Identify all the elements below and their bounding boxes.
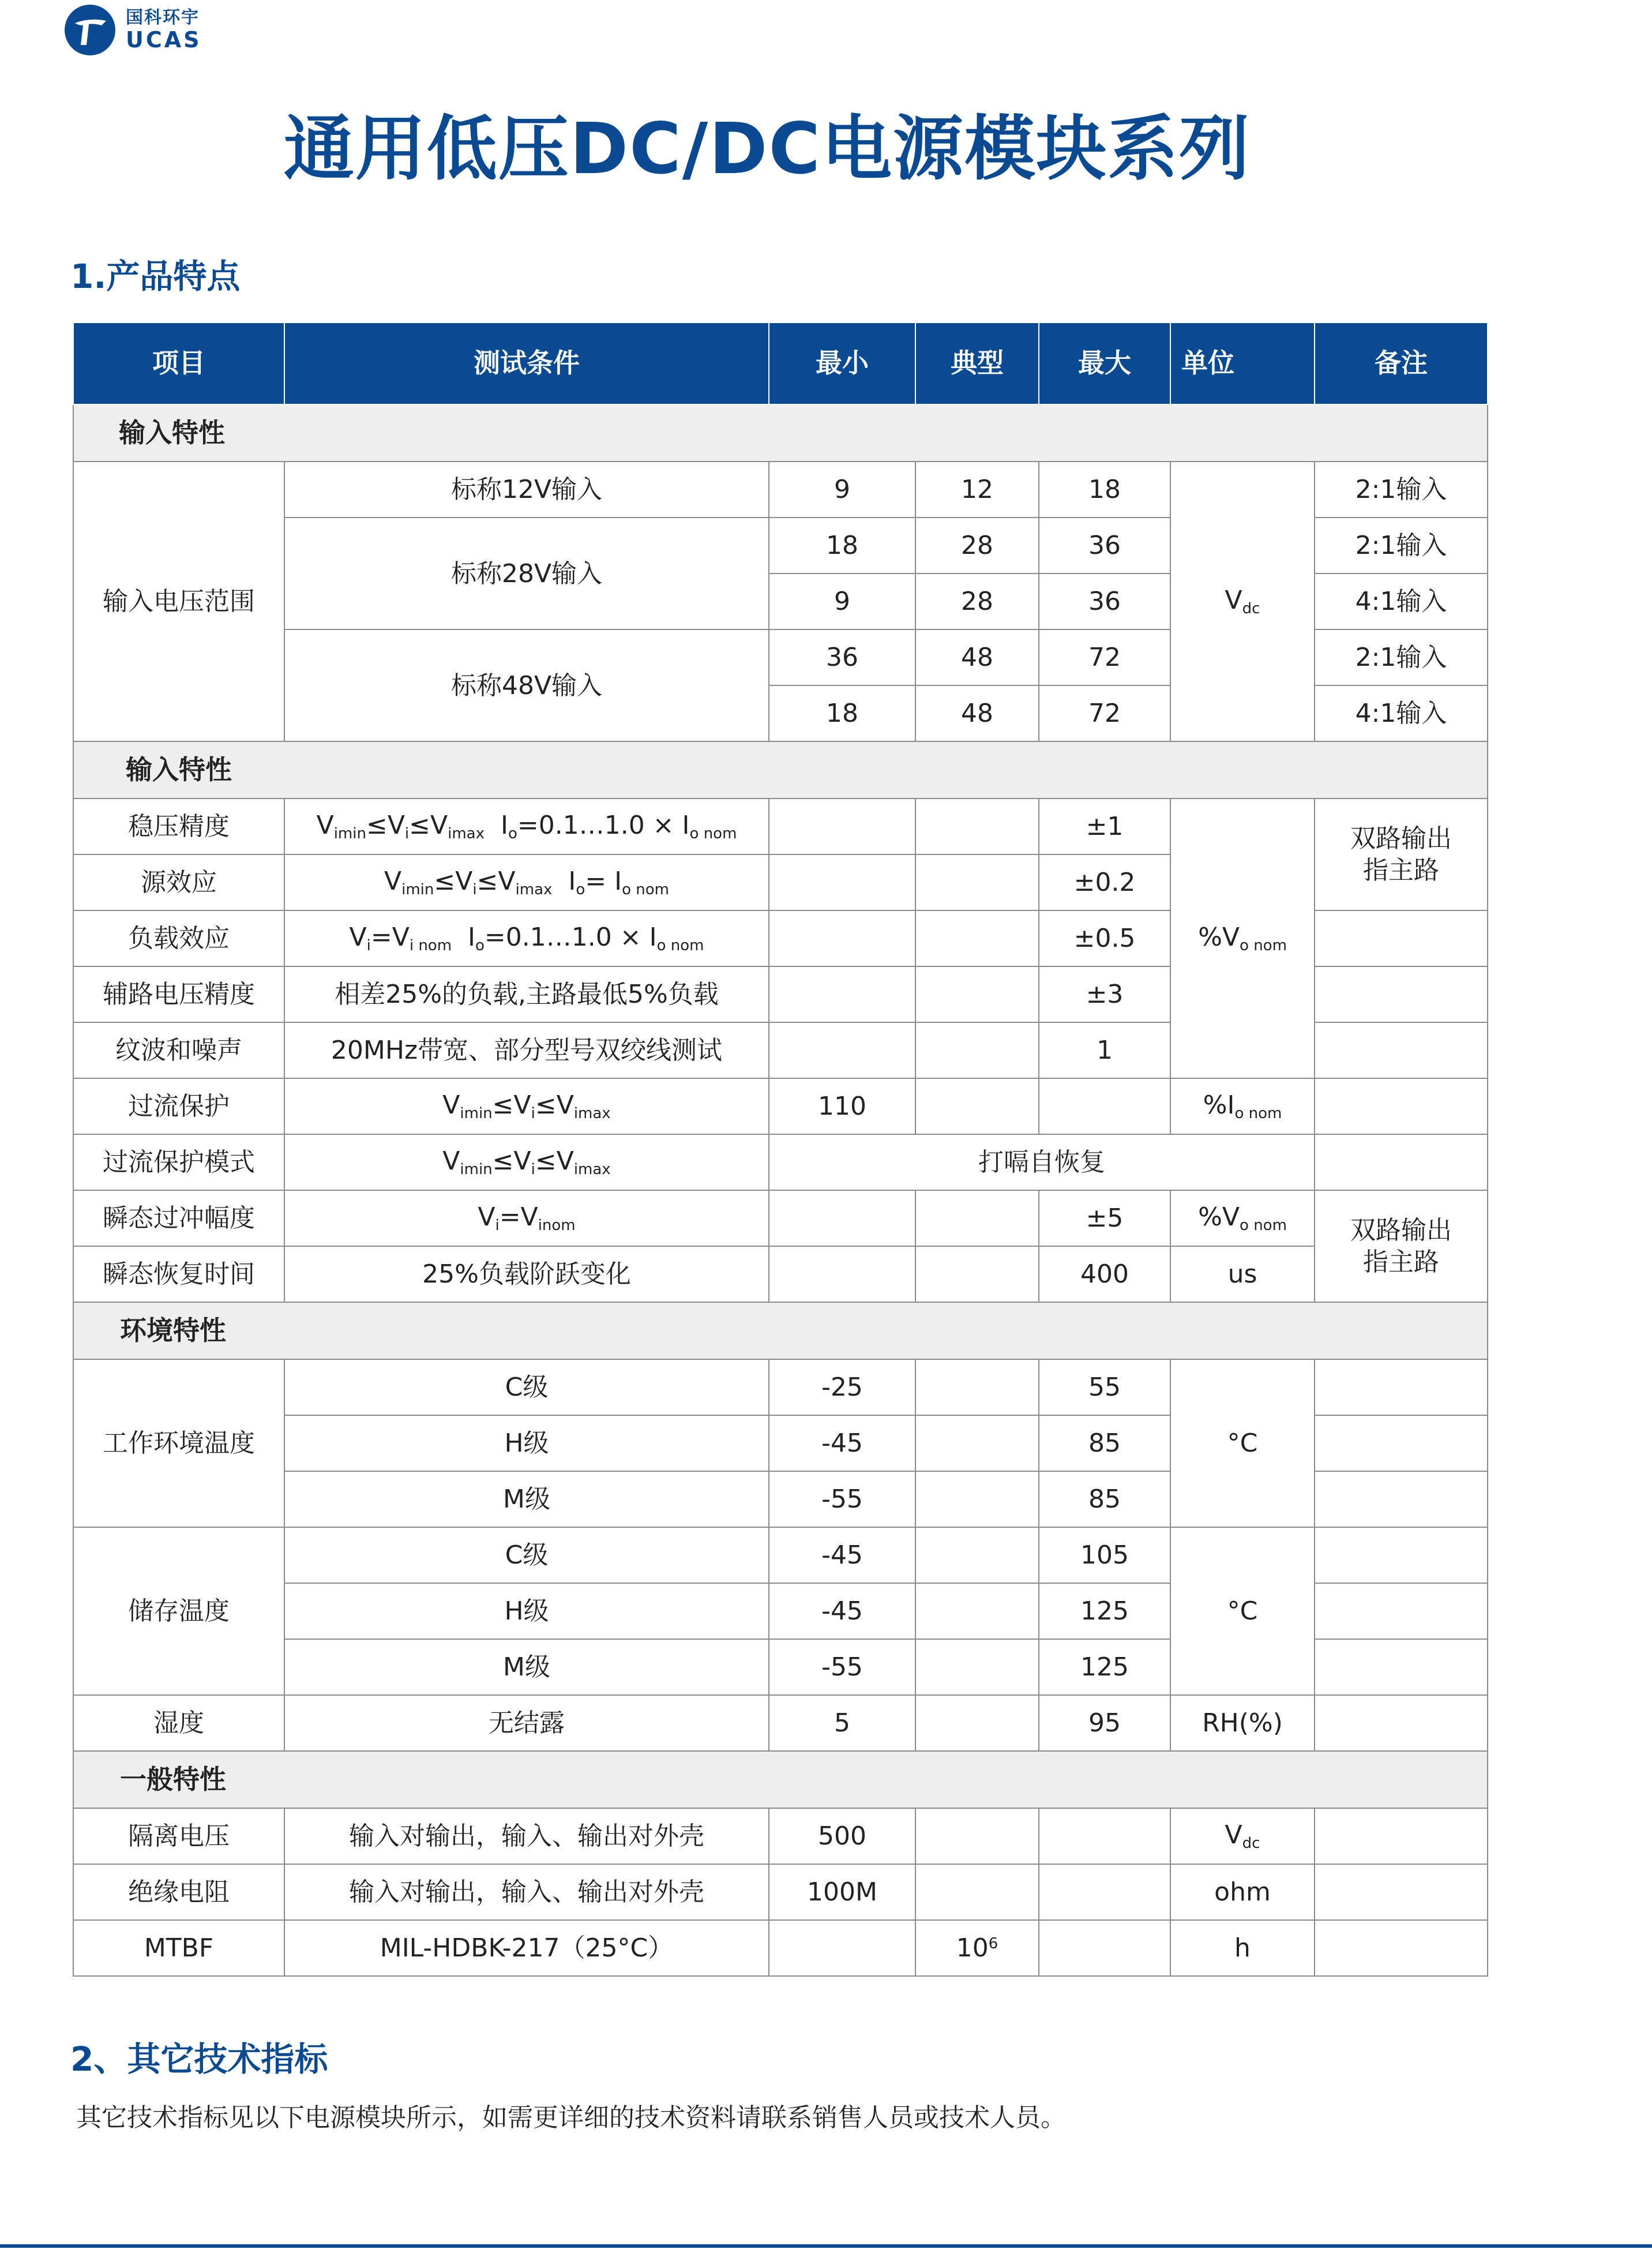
cell-min: 110 xyxy=(769,1078,915,1134)
cell-typ xyxy=(915,1527,1039,1583)
cell-note: 2:1输入 xyxy=(1315,462,1488,518)
cell-unit: h xyxy=(1170,1920,1315,1976)
cell-max: 85 xyxy=(1039,1471,1170,1527)
cell-unit: $\%I_{o nom}$ xyxy=(1170,1078,1315,1134)
cell-condition: 相差25%的负载,主路最低5%负载 xyxy=(284,966,769,1022)
cell-min: -55 xyxy=(769,1639,915,1695)
cell-condition: $V_i=V_{inom}$ xyxy=(284,1190,769,1246)
cell-min xyxy=(769,910,915,966)
cell-max: 125 xyxy=(1039,1639,1170,1695)
cell-typ xyxy=(915,1583,1039,1639)
cell-note xyxy=(1315,1583,1488,1639)
cell-note: 4:1输入 xyxy=(1315,685,1488,741)
cell-min: -25 xyxy=(769,1359,915,1415)
cell-min: 9 xyxy=(769,573,915,629)
section2-body: 其它技术指标见以下电源模块所示，如需更详细的技术资料请联系销售人员或技术人员。 xyxy=(76,2103,1066,2132)
spec-table xyxy=(73,323,1488,1977)
cell-typ xyxy=(915,1359,1039,1415)
ucas-logo-icon xyxy=(63,3,117,57)
cell-max: 85 xyxy=(1039,1415,1170,1471)
table-header-row xyxy=(73,323,1488,404)
cell-note xyxy=(1315,1359,1488,1415)
category-label: 输入特性 xyxy=(73,404,1488,462)
cell-max: ±1 xyxy=(1039,798,1170,854)
cell-condition: 标称12V输入 xyxy=(284,462,769,518)
cell-min xyxy=(769,966,915,1022)
cell-typ xyxy=(915,1022,1039,1078)
header-max: 最大 xyxy=(1039,323,1170,404)
category-row xyxy=(73,404,1488,462)
header-note: 备注 xyxy=(1315,323,1488,404)
cell-min xyxy=(769,1190,915,1246)
cell-note xyxy=(1315,1078,1488,1134)
cell-max: 125 xyxy=(1039,1583,1170,1639)
cell-condition: $V_{imin}\le V_i\le V_{imax}$ xyxy=(284,1078,769,1134)
cell-max: 72 xyxy=(1039,629,1170,685)
cell-condition: 25%负载阶跃变化 xyxy=(284,1246,769,1302)
cell-max: 95 xyxy=(1039,1695,1170,1751)
category-label: 一般特性 xyxy=(73,1751,1488,1808)
cell-item: 隔离电压 xyxy=(73,1808,284,1864)
table-row xyxy=(73,462,1488,518)
cell-note: 2:1输入 xyxy=(1315,629,1488,685)
table-row xyxy=(73,1190,1488,1246)
cell-item: 稳压精度 xyxy=(73,798,284,854)
cell-condition: $V_{imin}\le V_i\le V_{imax}$ xyxy=(284,1134,769,1190)
cell-item: 瞬态过冲幅度 xyxy=(73,1190,284,1246)
cell-min xyxy=(769,798,915,854)
table-row xyxy=(73,1359,1488,1415)
cell-note xyxy=(1315,1920,1488,1976)
cell-max: ±3 xyxy=(1039,966,1170,1022)
cell-typ: 48 xyxy=(915,685,1039,741)
cell-max: ±0.2 xyxy=(1039,854,1170,910)
cell-note xyxy=(1315,1471,1488,1527)
cell-typ: 28 xyxy=(915,573,1039,629)
cell-item: 工作环境温度 xyxy=(73,1359,284,1527)
cell-note xyxy=(1315,1527,1488,1583)
cell-item: 辅路电压精度 xyxy=(73,966,284,1022)
cell-condition: 20MHz带宽、部分型号双绞线测试 xyxy=(284,1022,769,1078)
cell-typ xyxy=(915,1415,1039,1471)
cell-unit: ohm xyxy=(1170,1864,1315,1920)
cell-condition: MIL-HDBK-217（25°C） xyxy=(284,1920,769,1976)
cell-note xyxy=(1315,1695,1488,1751)
table-row xyxy=(73,1808,1488,1864)
cell-unit: $V_{dc}$ xyxy=(1170,462,1315,741)
cell-merged-value: 打嗝自恢复 xyxy=(769,1134,1315,1190)
section2-heading: 2、其它技术指标 xyxy=(70,2039,328,2079)
cell-typ xyxy=(915,1808,1039,1864)
cell-min: -45 xyxy=(769,1583,915,1639)
cell-min: 5 xyxy=(769,1695,915,1751)
cell-max: 36 xyxy=(1039,518,1170,573)
footer-divider xyxy=(0,2244,1652,2248)
cell-min: 100M xyxy=(769,1864,915,1920)
cell-note xyxy=(1315,1022,1488,1078)
cell-typ xyxy=(915,910,1039,966)
cell-typ xyxy=(915,854,1039,910)
cell-item: MTBF xyxy=(73,1920,284,1976)
cell-condition: $V_{imin}\le V_i\le V_{imax}$ $I_o=0.1\dots 1.0 \times I_{o nom}$ xyxy=(284,798,769,854)
cell-min xyxy=(769,1246,915,1302)
cell-typ xyxy=(915,1471,1039,1527)
cell-typ: 48 xyxy=(915,629,1039,685)
table-row xyxy=(73,1864,1488,1920)
cell-min: -45 xyxy=(769,1415,915,1471)
cell-condition: $V_{imin}\le V_i\le V_{imax}$ $I_o= I_{o nom}$ xyxy=(284,854,769,910)
cell-typ xyxy=(915,1695,1039,1751)
cell-typ: 28 xyxy=(915,518,1039,573)
cell-condition: H级 xyxy=(284,1583,769,1639)
header-typ: 典型 xyxy=(915,323,1039,404)
cell-max: ±5 xyxy=(1039,1190,1170,1246)
cell-typ xyxy=(915,1246,1039,1302)
cell-note xyxy=(1315,1639,1488,1695)
cell-note xyxy=(1315,1134,1488,1190)
cell-min xyxy=(769,854,915,910)
cell-typ: $10^6$ xyxy=(915,1920,1039,1976)
cell-condition: 输入对输出，输入、输出对外壳 xyxy=(284,1808,769,1864)
cell-unit: $\%V_{o nom}$ xyxy=(1170,1190,1315,1246)
cell-condition: 标称28V输入 xyxy=(284,518,769,629)
cell-min: 9 xyxy=(769,462,915,518)
cell-item: 过流保护模式 xyxy=(73,1134,284,1190)
section1-heading: 1.产品特点 xyxy=(70,257,241,296)
cell-unit: RH(%) xyxy=(1170,1695,1315,1751)
header-condition: 测试条件 xyxy=(284,323,769,404)
cell-unit: $\%V_{o nom}$ xyxy=(1170,798,1315,1078)
cell-typ xyxy=(915,798,1039,854)
cell-condition: 无结露 xyxy=(284,1695,769,1751)
cell-condition: $V_i=V_{i nom}$ $I_o=0.1\dots 1.0 \times I_{o nom}$ xyxy=(284,910,769,966)
cell-unit: $V_{dc}$ xyxy=(1170,1808,1315,1864)
cell-typ xyxy=(915,1639,1039,1695)
cell-unit: °C xyxy=(1170,1527,1315,1695)
cell-condition: 标称48V输入 xyxy=(284,629,769,741)
cell-max xyxy=(1039,1808,1170,1864)
category-row xyxy=(73,1751,1488,1808)
cell-note: 2:1输入 xyxy=(1315,518,1488,573)
cell-typ xyxy=(915,1864,1039,1920)
cell-max xyxy=(1039,1078,1170,1134)
table-row xyxy=(73,798,1488,854)
table-row xyxy=(73,1527,1488,1583)
cell-max: 72 xyxy=(1039,685,1170,741)
cell-item: 负载效应 xyxy=(73,910,284,966)
table-row xyxy=(73,1920,1488,1976)
category-label: 环境特性 xyxy=(73,1302,1488,1359)
cell-min: 18 xyxy=(769,518,915,573)
cell-note xyxy=(1315,1808,1488,1864)
cell-note: 双路输出指主路 xyxy=(1315,1190,1488,1302)
cell-min: 500 xyxy=(769,1808,915,1864)
cell-typ xyxy=(915,966,1039,1022)
cell-item: 绝缘电阻 xyxy=(73,1864,284,1920)
cell-condition: 输入对输出，输入、输出对外壳 xyxy=(284,1864,769,1920)
cell-max: 55 xyxy=(1039,1359,1170,1415)
cell-typ: 12 xyxy=(915,462,1039,518)
cell-condition: H级 xyxy=(284,1415,769,1471)
cell-min: -55 xyxy=(769,1471,915,1527)
cell-min: 18 xyxy=(769,685,915,741)
logo-cn-text: 国科环宇 xyxy=(126,8,200,28)
company-logo xyxy=(63,3,202,57)
cell-condition: M级 xyxy=(284,1471,769,1527)
cell-min: -45 xyxy=(769,1527,915,1583)
cell-item: 湿度 xyxy=(73,1695,284,1751)
cell-min xyxy=(769,1920,915,1976)
cell-max xyxy=(1039,1864,1170,1920)
cell-max: 1 xyxy=(1039,1022,1170,1078)
cell-item: 过流保护 xyxy=(73,1078,284,1134)
table-row xyxy=(73,1695,1488,1751)
header-item: 项目 xyxy=(73,323,284,404)
cell-max: ±0.5 xyxy=(1039,910,1170,966)
category-label: 输入特性 xyxy=(73,741,1488,798)
cell-note xyxy=(1315,1864,1488,1920)
cell-max: 400 xyxy=(1039,1246,1170,1302)
cell-min: 36 xyxy=(769,629,915,685)
cell-note xyxy=(1315,910,1488,966)
cell-max: 18 xyxy=(1039,462,1170,518)
cell-item: 瞬态恢复时间 xyxy=(73,1246,284,1302)
page-title: 通用低压DC/DC电源模块系列 xyxy=(283,108,1251,190)
cell-max: 105 xyxy=(1039,1527,1170,1583)
cell-item: 源效应 xyxy=(73,854,284,910)
cell-unit: °C xyxy=(1170,1359,1315,1527)
table-row xyxy=(73,1246,1488,1302)
cell-note: 双路输出指主路 xyxy=(1315,798,1488,910)
cell-max: 36 xyxy=(1039,573,1170,629)
cell-min xyxy=(769,1022,915,1078)
cell-condition: C级 xyxy=(284,1359,769,1415)
category-row xyxy=(73,741,1488,798)
table-row xyxy=(73,1134,1488,1190)
table-row xyxy=(73,1078,1488,1134)
header-unit: 单位 xyxy=(1170,323,1315,404)
header-min: 最小 xyxy=(769,323,915,404)
cell-typ xyxy=(915,1078,1039,1134)
cell-item: 储存温度 xyxy=(73,1527,284,1695)
cell-max xyxy=(1039,1920,1170,1976)
cell-unit: us xyxy=(1170,1246,1315,1302)
cell-condition: M级 xyxy=(284,1639,769,1695)
cell-note xyxy=(1315,1415,1488,1471)
cell-item: 输入电压范围 xyxy=(73,462,284,741)
cell-note xyxy=(1315,966,1488,1022)
cell-note: 4:1输入 xyxy=(1315,573,1488,629)
category-row xyxy=(73,1302,1488,1359)
cell-typ xyxy=(915,1190,1039,1246)
logo-en-text: UCAS xyxy=(126,27,202,53)
cell-item: 纹波和噪声 xyxy=(73,1022,284,1078)
cell-condition: C级 xyxy=(284,1527,769,1583)
